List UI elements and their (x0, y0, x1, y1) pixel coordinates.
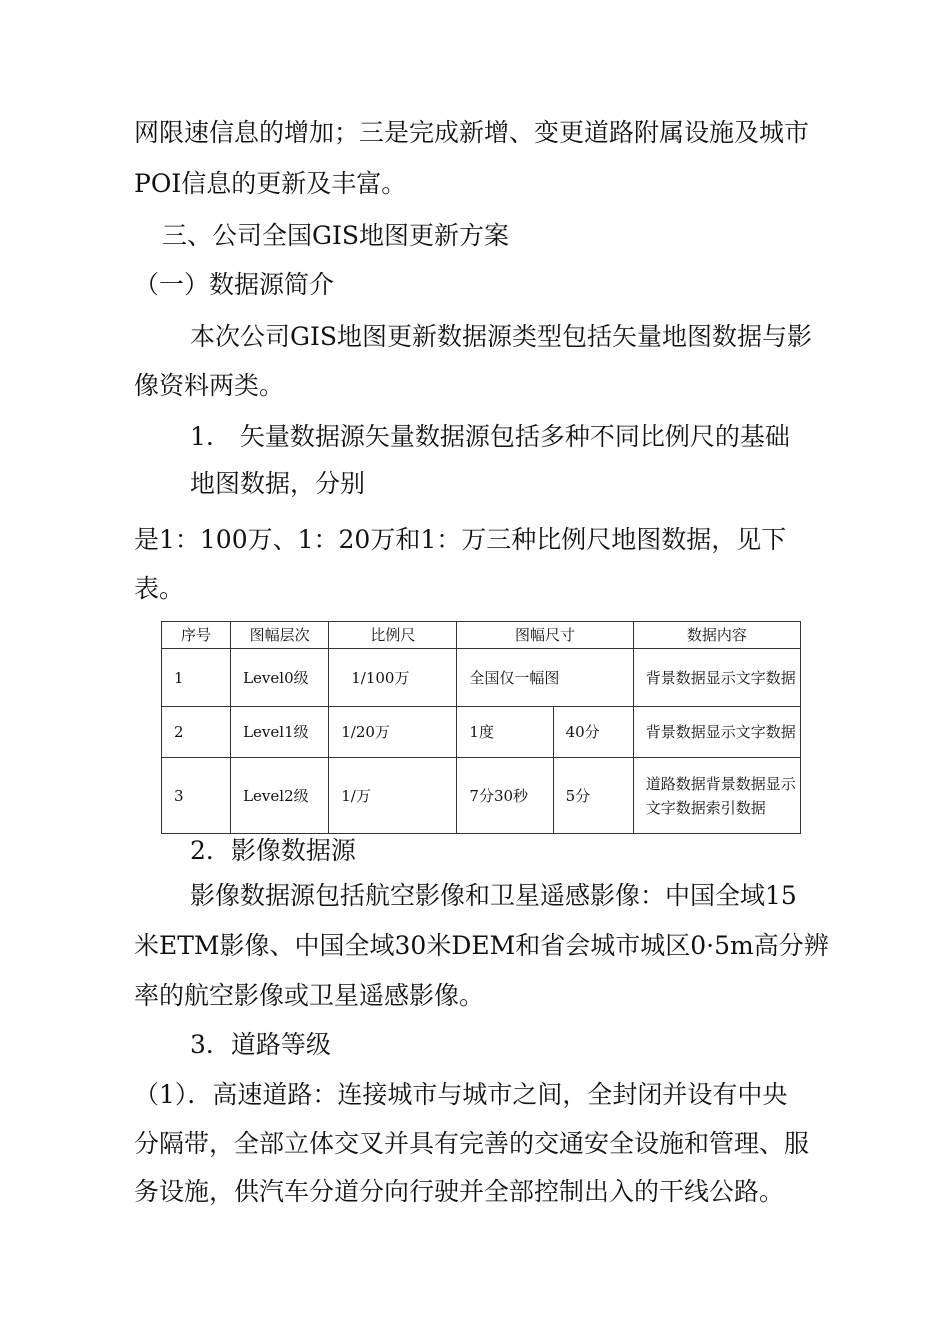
paragraph-line: 本次公司GIS地图更新数据源类型包括矢量地图数据与影 (190, 322, 812, 351)
header-cell: 数据内容 (633, 622, 800, 649)
paragraph-line: 网限速信息的增加；三是完成新增、变更道路附属设施及城市 (134, 118, 810, 147)
list-item-2-title: 2．影像数据源 (190, 836, 356, 865)
table-cell: 1/100万 (329, 649, 457, 707)
paragraph-line: 分隔带，全部立体交叉并具有完善的交通安全设施和管理、服 (134, 1129, 810, 1158)
paragraph-line: 米ETM影像、中国全域30米DEM和省会城市城区0·5m高分辨 (134, 931, 829, 960)
header-cell: 比例尺 (329, 622, 457, 649)
paragraph-line: 地图数据，分别 (190, 469, 366, 498)
table-row (162, 649, 801, 707)
table-cell: 2 (162, 707, 231, 758)
table-cell: 7分30秒 (457, 758, 553, 834)
table-cell: 40分 (553, 707, 633, 758)
table-row (162, 707, 801, 758)
paragraph-line: 是1：100万、1：20万和1：万三种比例尺地图数据，见下 (134, 525, 787, 554)
paragraph-line: 像资料两类。 (134, 371, 285, 400)
table-header-row (162, 622, 801, 649)
paragraph-line: （1）．高速道路：连接城市与城市之间，全封闭并设有中央 (134, 1080, 788, 1109)
table-cell: 3 (162, 758, 231, 834)
table-cell: 5分 (553, 758, 633, 834)
paragraph-line: 务设施，供汽车分道分向行驶并全部控制出入的干线公路。 (134, 1177, 785, 1206)
header-cell: 图幅层次 (231, 622, 329, 649)
table-cell: 1度 (457, 707, 553, 758)
paragraph-line: 影像数据源包括航空影像和卫星遥感影像：中国全域15 (190, 881, 797, 910)
table-cell: 全国仅一幅图 (457, 649, 633, 707)
table-cell: Level1级 (231, 707, 329, 758)
table-cell: Level0级 (231, 649, 329, 707)
table-row (162, 758, 801, 834)
table-cell: 背景数据显示文字数据 (633, 707, 800, 758)
list-text: 矢量数据源矢量数据源包括多种不同比例尺的基础 (239, 422, 790, 451)
list-number: 1. (190, 422, 214, 451)
header-cell: 序号 (162, 622, 231, 649)
list-item-3-title: 3．道路等级 (190, 1030, 331, 1059)
header-cell: 图幅尺寸 (457, 622, 633, 649)
list-item-1 (190, 420, 790, 454)
table-cell: 道路数据背景数据显示文字数据索引数据 (633, 758, 800, 834)
table-cell: 背景数据显示文字数据 (633, 649, 800, 707)
table-cell: 1 (162, 649, 231, 707)
scale-table (161, 621, 801, 834)
paragraph-line: 表。 (134, 574, 185, 603)
table-cell: Level2级 (231, 758, 329, 834)
table-cell: 1/20万 (329, 707, 457, 758)
paragraph-line: 率的航空影像或卫星遥感影像。 (134, 981, 485, 1010)
table-cell: 1/万 (329, 758, 457, 834)
subsection-title: （一）数据源简介 (134, 270, 335, 299)
section-title: 三、公司全国GIS地图更新方案 (162, 221, 509, 250)
paragraph-line: POI信息的更新及丰富。 (134, 169, 407, 198)
